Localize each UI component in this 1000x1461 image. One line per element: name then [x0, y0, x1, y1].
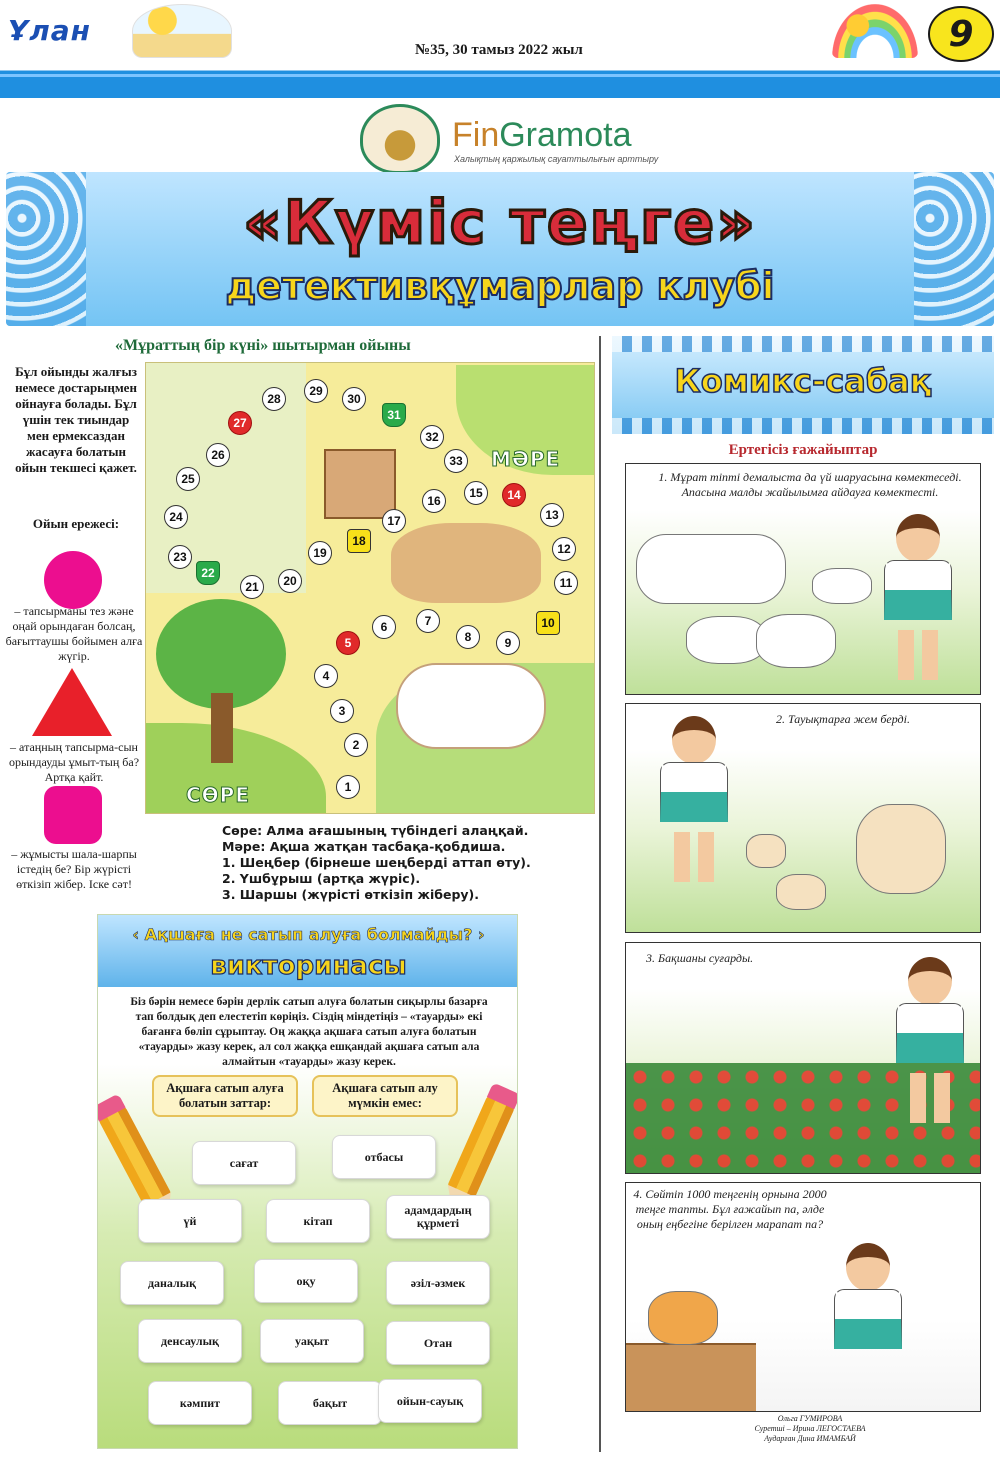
fingramota-tagline: Халықтың қаржылық сауаттылығын арттыру: [454, 154, 659, 164]
issue-date: №35, 30 тамыз 2022 жыл: [415, 42, 583, 58]
rules-title: Ойын ережесі:: [32, 516, 120, 531]
board-cell: 27: [228, 411, 252, 435]
legend-line: 1. Шеңбер (бірнеше шеңберді аттап өту).: [222, 855, 531, 870]
board-cell: 14: [502, 483, 526, 507]
game-board: [145, 362, 595, 814]
comic-banner: [612, 336, 994, 434]
pencil-icon: [98, 1106, 171, 1208]
board-cell: 4: [314, 664, 338, 688]
board-cell: 18: [347, 529, 371, 553]
word-card[interactable]: кітап: [266, 1199, 370, 1243]
board-cell: 28: [262, 387, 286, 411]
cow-icon: [396, 663, 546, 749]
board-cell: 15: [464, 481, 488, 505]
legend-line: 2. Үшбұрыш (артқа жүріс).: [222, 871, 421, 886]
finish-label: МӘРЕ: [491, 447, 561, 471]
rule-square-text: – жұмысты шала-шарпы істедің бе? Бір жүрісті өткізіп жібер. Іске сәт!: [11, 847, 137, 891]
comic-panel-4: [625, 1182, 981, 1412]
circle-shape-icon: [44, 551, 102, 609]
sheep-icon: [756, 614, 836, 668]
game-title: «Мұраттың бір күні» шытырман ойыны: [115, 337, 411, 354]
banner-subtitle: детективқұмарлар клубі: [225, 264, 775, 308]
word-card[interactable]: адамдардың құрметі: [386, 1195, 490, 1239]
quiz-subtitle: викторинасы: [210, 951, 407, 981]
board-cell: 33: [444, 449, 468, 473]
page-number: 9: [928, 6, 994, 62]
word-card[interactable]: оқу: [254, 1259, 358, 1303]
legend-line: Мәре: Ақша жатқан тасбақа-қобдиша.: [222, 839, 506, 854]
square-shape-icon: [44, 786, 102, 844]
comic-panel-1: [625, 463, 981, 695]
start-label: СӨРЕ: [186, 783, 250, 807]
board-cell: 5: [336, 631, 360, 655]
board-cell: 10: [536, 611, 560, 635]
triangle-shape-icon: [32, 668, 112, 736]
word-card[interactable]: даналық: [120, 1261, 224, 1305]
board-cell: 21: [240, 575, 264, 599]
word-card[interactable]: бақыт: [278, 1381, 382, 1425]
legend-line: Сөре: Алма ағашының түбіндегі алаңқай.: [222, 823, 529, 838]
board-cell: 17: [382, 509, 406, 533]
rainbow-illustration: [832, 4, 918, 58]
word-card[interactable]: кәмпит: [148, 1381, 252, 1425]
hen-icon: [776, 874, 826, 910]
board-cell: 25: [176, 467, 200, 491]
sheep-icon: [812, 568, 872, 604]
board-cell: 30: [342, 387, 366, 411]
chicken-coop-icon: [324, 449, 396, 519]
board-cell: 1: [336, 775, 360, 799]
word-card[interactable]: Отан: [386, 1321, 490, 1365]
comic-panel-2: [625, 703, 981, 933]
fingramota-logo: [360, 104, 660, 174]
board-cell: 6: [372, 615, 396, 639]
page-header: [0, 0, 1000, 100]
column-can-buy: Ақшаға сатып алуға болатын заттар:: [152, 1075, 298, 1117]
boy-murat-icon: [888, 957, 972, 1127]
garden-bed-icon: [391, 523, 541, 603]
panel-caption: 4. Сөйтіп 1000 теңгенің орнына 2000 теңге тапты. Бұл ғажайып па, әлде оның еңбегіне берілген марапат па?: [633, 1187, 827, 1231]
word-card[interactable]: үй: [138, 1199, 242, 1243]
board-cell: 20: [278, 569, 302, 593]
tale-title: Ертегісіз ғажайыптар: [728, 442, 878, 458]
rule-circle-text: – тапсырманы тез және оңай орындаған болсаң, бағыттаушы бойымен алға жүгір.: [5, 604, 143, 663]
fingramota-title: [452, 116, 632, 155]
panel-caption: 1. Мұрат тіпті демалыста да үй шаруасына көмектеседі. Апасына малды жайылымға айдауға көмектесті.: [658, 470, 962, 499]
comic-title: Комикс-сабақ: [674, 362, 932, 400]
author-credit: Ольга ГУМИРОВА: [777, 1414, 843, 1423]
beach-illustration: [132, 4, 232, 58]
turtle-icon: [648, 1291, 718, 1345]
tree-trunk: [211, 693, 233, 763]
club-banner: [6, 172, 994, 326]
board-cell: 3: [330, 699, 354, 723]
board-cell: 8: [456, 625, 480, 649]
panel-caption: 3. Бақшаны суғарды.: [646, 951, 754, 965]
board-cell: 2: [344, 733, 368, 757]
sheep-icon: [686, 616, 766, 664]
comic-panel-3: [625, 942, 981, 1174]
board-cell: 32: [420, 425, 444, 449]
box-icon: [626, 1343, 756, 1412]
brand-gramota: Gramota: [499, 116, 632, 154]
quiz-panel: [97, 914, 518, 1449]
board-cell: 26: [206, 443, 230, 467]
board-cell: 24: [164, 505, 188, 529]
header-bar: [0, 68, 1000, 98]
word-card[interactable]: сағат: [192, 1141, 296, 1185]
word-card[interactable]: ойын-сауық: [378, 1379, 482, 1423]
board-cell: 11: [554, 571, 578, 595]
board-cell: 29: [304, 379, 328, 403]
board-cell: 23: [168, 545, 192, 569]
banner-title: «Күміс теңге»: [243, 188, 757, 258]
rule-triangle-text: – атаңның тапсырма-сын орындауды ұмыт-тың ба? Артқа қайт.: [8, 740, 140, 784]
brand-fin: Fin: [452, 116, 500, 154]
column-divider: [599, 336, 601, 1452]
board-cell: 13: [540, 503, 564, 527]
column-cannot-buy: Ақшаға сатып алу мүмкін емес:: [312, 1075, 458, 1117]
board-cell: 16: [422, 489, 446, 513]
panel-caption: 2. Тауықтарға жем берді.: [776, 712, 910, 726]
board-cell: 12: [552, 537, 576, 561]
quiz-header: [98, 915, 518, 987]
word-card[interactable]: уақыт: [260, 1319, 364, 1363]
game-legend: [222, 823, 531, 903]
boy-murat-icon: [652, 716, 736, 886]
masthead-logo: Ұлан: [8, 14, 92, 47]
board-cell: 7: [416, 609, 440, 633]
translator-credit: Аударған Дина ИМАМБАЙ: [764, 1434, 856, 1443]
board-cell: 9: [496, 631, 520, 655]
quiz-instructions: Біз бәрін немесе бәрін дерлік сатып алуға болатын сиқырлы базарға тап болдық деп елестетіп көріңіз. Сіздің міндетіңіз – «тауарды» екі бағанға бөліп сұрыптау. Оң жаққа ақшаға сатып алуға болатын «тауарды» жазу керек, ал сол жаққа ешқандай ақшаға сатып ала алмайтын «тауарды» жазу керек.: [130, 996, 488, 1068]
word-card[interactable]: әзіл-әзмек: [386, 1261, 490, 1305]
word-card[interactable]: денсаулық: [138, 1319, 242, 1363]
word-card[interactable]: отбасы: [332, 1135, 436, 1179]
hen-icon: [746, 834, 786, 868]
board-cell: 31: [382, 403, 406, 427]
game-intro: Бұл ойынды жалғыз немесе достарыңмен ойнауға болады. Бұл үшін тек тиындар мен ермексаздан жасауға болатын ойын текшесі қажет.: [15, 364, 137, 475]
board-cell: 19: [308, 541, 332, 565]
boy-murat-icon: [826, 1243, 946, 1412]
credits: [700, 1414, 920, 1444]
legend-line: 3. Шаршы (жүрісті өткізіп жіберу).: [222, 887, 480, 902]
quiz-title: ‹ Ақшаға не сатып алуға болмайды? ›: [132, 925, 485, 944]
rooster-icon: [856, 804, 946, 894]
cow-icon: [636, 534, 786, 604]
board-cell: 22: [196, 561, 220, 585]
artist-credit: Суретші – Ирина ЛЕГОСТАЕВА: [754, 1424, 866, 1433]
fingramota-emblem-icon: [360, 104, 440, 174]
boy-murat-icon: [876, 514, 960, 684]
